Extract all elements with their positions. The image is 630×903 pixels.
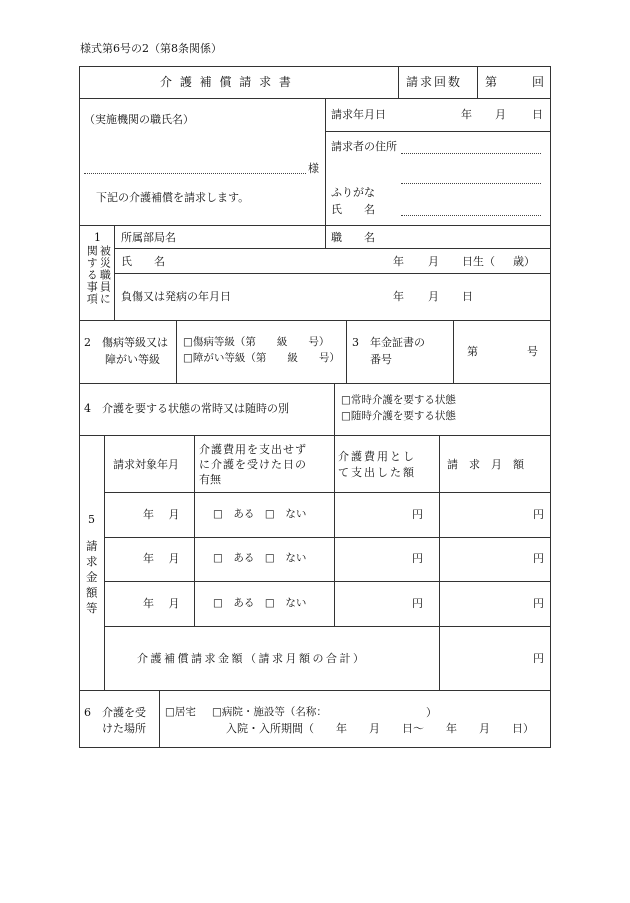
section-3-label-line2: 番号 xyxy=(370,353,392,366)
section-5-vertical-label: 請求金額等 xyxy=(84,540,99,618)
injury-date-label: 負傷又は発病の年月日 xyxy=(121,290,231,303)
section-6-label-line1: 6 介護を受 xyxy=(84,706,146,719)
address-line-1[interactable] xyxy=(401,153,541,154)
section-5-number: 5 xyxy=(88,513,95,526)
stay-period[interactable]: 入院・入所期間（ 年 月 日～ 年 月 日） xyxy=(226,722,534,735)
section-1-number: 1 xyxy=(94,231,101,244)
honorific: 様 xyxy=(308,162,319,175)
total-label: 介護補償請求金額（請求月額の合計） xyxy=(137,652,367,665)
col-amount-header: 請 求 月 額 xyxy=(447,458,524,471)
injury-grade-checkbox[interactable]: □傷病等級（第 級 号） xyxy=(183,336,330,348)
col-care-header-line1: 介護費用を支出せず xyxy=(199,443,307,456)
claim-date-day[interactable]: 日 xyxy=(532,108,543,121)
total-amount[interactable]: 円 xyxy=(533,652,544,665)
row-2-care-checkboxes[interactable]: □ ある □ ない xyxy=(213,552,307,564)
row-2-amount[interactable]: 円 xyxy=(533,552,544,565)
section-2-label-line2: 障がい等級 xyxy=(105,353,160,366)
employee-name-label: 氏 名 xyxy=(121,255,165,268)
row-1-amount[interactable]: 円 xyxy=(533,508,544,521)
row-3-care-checkboxes[interactable]: □ ある □ ない xyxy=(213,597,307,609)
home-checkbox[interactable]: □居宅 xyxy=(165,706,196,718)
row-3-month[interactable]: 年 月 xyxy=(143,597,180,610)
col-care-header-line2: に介護を受けた日の xyxy=(199,458,307,471)
birth-year[interactable]: 年 xyxy=(393,255,404,268)
request-count-suffix: 回 xyxy=(532,75,545,89)
col-care-header-line3: 有無 xyxy=(199,473,221,486)
row-3-amount[interactable]: 円 xyxy=(533,597,544,610)
request-text: 下記の介護補償を請求します。 xyxy=(96,191,250,204)
form-title: 介 護 補 償 請 求 書 xyxy=(160,75,293,89)
injury-day[interactable]: 日 xyxy=(462,290,473,303)
constant-care-checkbox[interactable]: □常時介護を要する状態 xyxy=(341,394,456,406)
furigana-label: ふりがな xyxy=(331,186,375,199)
claim-date-year[interactable]: 年 xyxy=(461,108,472,121)
row-1-month[interactable]: 年 月 xyxy=(143,508,180,521)
recipient-name-line[interactable] xyxy=(84,173,306,174)
row-1-cost[interactable]: 円 xyxy=(412,508,423,521)
address-label: 請求者の住所 xyxy=(331,140,397,153)
dept-label: 所属部局名 xyxy=(121,231,176,244)
request-count-prefix: 第 xyxy=(485,75,498,89)
section-6-label-line2: けた場所 xyxy=(102,722,146,735)
row-1-care-checkboxes[interactable]: □ ある □ ない xyxy=(213,508,307,520)
occasional-care-checkbox[interactable]: □随時介護を要する状態 xyxy=(341,410,456,422)
birth-day[interactable]: 日生（ xyxy=(462,255,495,268)
certificate-prefix: 第 xyxy=(467,345,478,358)
row-3-cost[interactable]: 円 xyxy=(412,597,423,610)
row-2-month[interactable]: 年 月 xyxy=(143,552,180,565)
row-2-cost[interactable]: 円 xyxy=(412,552,423,565)
certificate-suffix: 号 xyxy=(527,345,538,358)
claimant-name-line[interactable] xyxy=(401,215,541,216)
injury-month[interactable]: 月 xyxy=(428,290,439,303)
request-count-label: 請求回数 xyxy=(406,75,463,89)
claim-date-label: 請求年月日 xyxy=(331,108,386,121)
col-cost-header-line1: 介護費用とし xyxy=(338,450,416,463)
address-line-2[interactable] xyxy=(401,183,541,184)
section-3-label-line1: 3 年金証書の xyxy=(352,336,425,349)
section-2-label-line1: 2 傷病等級又は xyxy=(84,336,168,349)
birth-month[interactable]: 月 xyxy=(428,255,439,268)
section-1-vertical-label: 被災職員に関する事項 xyxy=(85,245,112,305)
col-month-header: 請求対象年月 xyxy=(113,458,179,471)
claim-date-month[interactable]: 月 xyxy=(495,108,506,121)
form-id: 様式第6号の2（第8条関係） xyxy=(80,42,222,55)
claimant-name-label: 氏 名 xyxy=(331,203,375,216)
facility-name-close: ） xyxy=(426,706,437,719)
injury-year[interactable]: 年 xyxy=(393,290,404,303)
position-label: 職 名 xyxy=(331,231,375,244)
section-4-label: 4 介護を要する状態の常時又は随時の別 xyxy=(84,402,289,415)
birth-age[interactable]: 歳） xyxy=(513,255,535,268)
recipient-label: （実施機関の職氏名） xyxy=(84,113,194,126)
disability-grade-checkbox[interactable]: □障がい等級（第 級 号） xyxy=(183,352,340,364)
facility-checkbox[interactable]: □病院・施設等（名称： xyxy=(212,706,327,718)
col-cost-header-line2: て支出した額 xyxy=(338,466,416,479)
